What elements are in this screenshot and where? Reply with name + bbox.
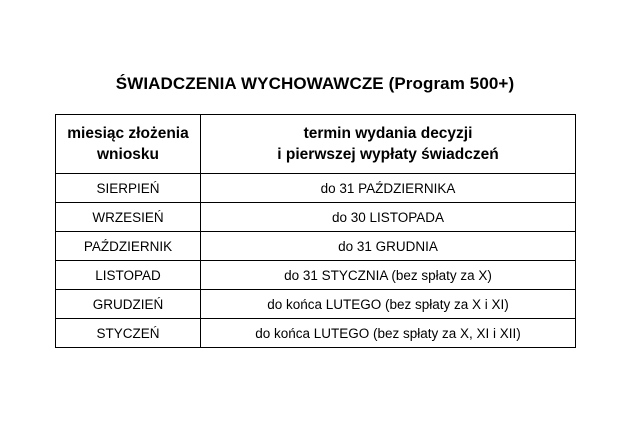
deadline-cell: do końca LUTEGO (bez spłaty za X i XI) — [201, 290, 576, 319]
deadline-cell: do 31 PAŹDZIERNIKA — [201, 174, 576, 203]
deadline-cell: do 31 GRUDNIA — [201, 232, 576, 261]
table-row — [56, 261, 576, 290]
month-cell: GRUDZIEŃ — [56, 290, 201, 319]
header-decision-deadline — [201, 115, 576, 174]
table-row — [56, 174, 576, 203]
table-row — [56, 232, 576, 261]
table-row — [56, 319, 576, 348]
deadline-cell: do 30 LISTOPADA — [201, 203, 576, 232]
header-decision-deadline-line1: termin wydania decyzji — [303, 125, 473, 142]
header-decision-deadline-line2: i pierwszej wypłaty świadczeń — [277, 146, 499, 163]
header-application-month-line2: wniosku — [96, 146, 159, 163]
document-title: ŚWIADCZENIA WYCHOWAWCZE (Program 500+) — [115, 74, 515, 93]
month-cell: LISTOPAD — [56, 261, 201, 290]
table-row — [56, 290, 576, 319]
table-header-row — [56, 115, 576, 174]
month-cell: STYCZEŃ — [56, 319, 201, 348]
header-application-month-line1: miesiąc złożenia — [67, 125, 189, 142]
header-application-month — [56, 115, 201, 174]
deadline-cell: do 31 STYCZNIA (bez spłaty za X) — [201, 261, 576, 290]
benefits-schedule-table — [55, 114, 576, 348]
table-row — [56, 203, 576, 232]
deadline-cell: do końca LUTEGO (bez spłaty za X, XI i XII) — [201, 319, 576, 348]
month-cell: WRZESIEŃ — [56, 203, 201, 232]
month-cell: SIERPIEŃ — [56, 174, 201, 203]
month-cell: PAŹDZIERNIK — [56, 232, 201, 261]
